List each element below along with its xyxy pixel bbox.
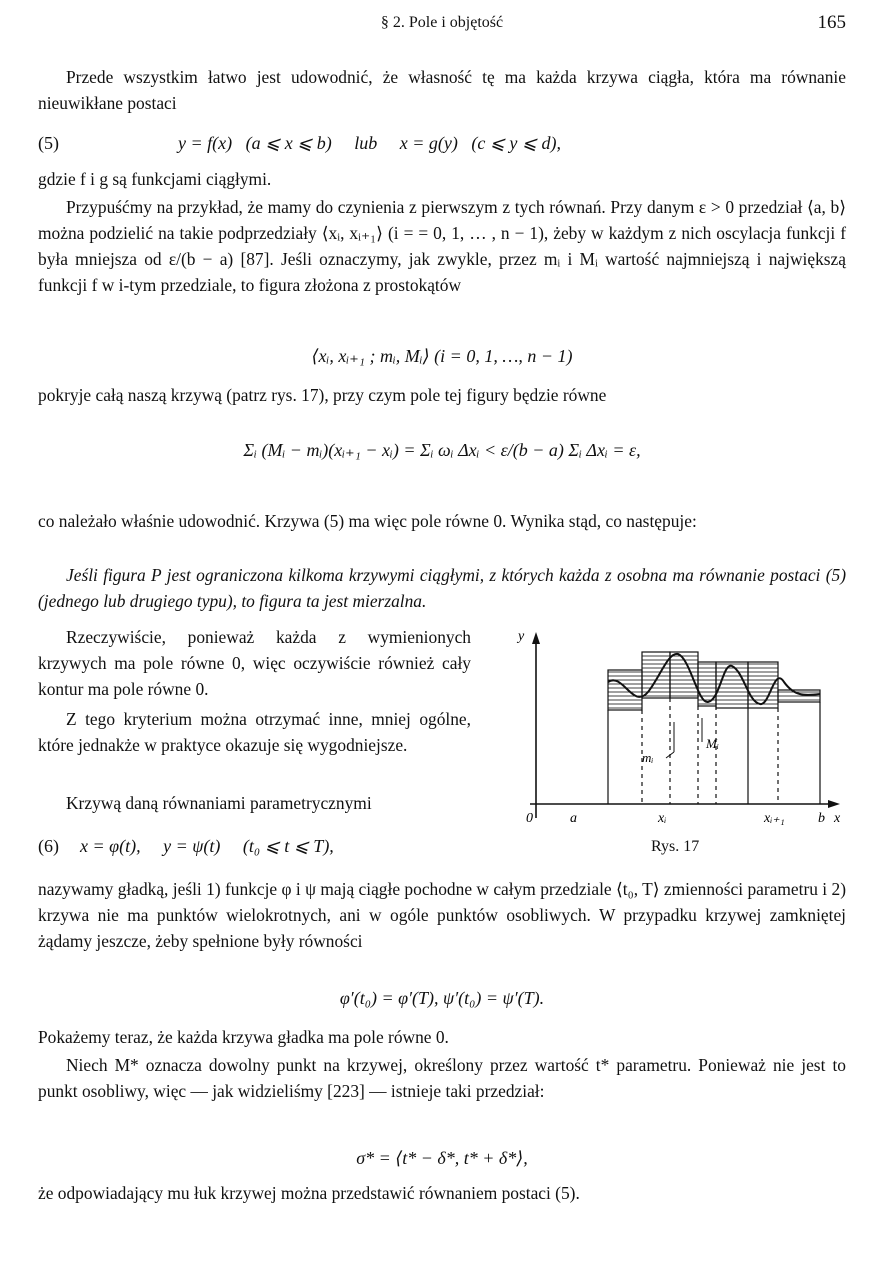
paragraph-final: że odpowiadający mu łuk krzywej można przedstawić równaniem postaci (5). <box>38 1183 580 1203</box>
label-mi: mᵢ <box>642 750 654 765</box>
paragraph-suppose: Przypuśćmy na przykład, że mamy do czynienia z pierwszym z tych równań. Przy danym ε > 0 przedział ⟨a, b⟩ można podzielić na takie podprzedziały ⟨xᵢ, xᵢ₊₁⟩ (i = = 0, 1, … , n − 1), żeby w każdym z nich oscylacja funkcji f była mniejsza od ε/(b − a) [87]. Jeśli oznaczymy, jak zwykle, przez mᵢ i Mᵢ wartość najmniejszą i największą funkcji f w i-tym przedziale, to figura złożona z prostokątów <box>38 197 846 295</box>
book-page <box>38 0 846 1263</box>
paragraph-intro: Przede wszystkim łatwo jest udowodnić, że własność tę ma każda krzywa ciągła, która ma równanie nieuwikłane postaci <box>38 67 846 113</box>
equation-6: x = φ(t), y = ψ(t) (t₀ ⩽ t ⩽ T), <box>80 836 334 856</box>
rectangles-diagram <box>508 622 846 872</box>
paragraph-smooth-def: nazywamy gładką, jeśli 1) funkcje φ i ψ mają ciągłe pochodne w całym przedziale ⟨t₀, T⟩ zmienności parametru i 2) krzywa nie ma punktów wielokrotnych, ani w ogóle punktów osobliwych. W przypadku krzywej zamkniętej żądamy jeszcze, żeby spełnione były równości <box>38 879 846 951</box>
eq6-label: (6) <box>38 836 59 856</box>
y-axis-arrow-icon <box>532 632 540 644</box>
label-x: x <box>834 811 841 826</box>
paragraph-criterion: Z tego kryterium można otrzymać inne, mniej ogólne, które jednakże w praktyce okazuje się wygodniejsze. <box>38 709 471 755</box>
rect-band-7 <box>778 690 820 702</box>
paragraph-functions: gdzie f i g są funkcjami ciągłymi. <box>38 169 272 189</box>
label-Mi: Mᵢ <box>706 736 719 751</box>
eq5-label: (5) <box>38 133 59 153</box>
formula-sum: Σᵢ (Mᵢ − mᵢ)(xᵢ₊₁ − xᵢ) = Σᵢ ωᵢ Δxᵢ < ε/(b − a) Σᵢ Δxᵢ = ε, <box>243 440 641 460</box>
paragraph-parametric: Krzywą daną równaniami parametrycznymi <box>66 793 372 813</box>
page-header <box>38 12 846 36</box>
paragraph-cover: pokryje całą naszą krzywą (patrz rys. 17), przy czym pole tej figury będzie równe <box>38 385 607 405</box>
formula-closed-curve: φ′(t₀) = φ′(T), ψ′(t₀) = ψ′(T). <box>339 988 545 1008</box>
paragraph-claim: Pokażemy teraz, że każda krzywa gładka ma pole równe 0. <box>38 1027 449 1047</box>
theorem-measurable: Jeśli figura P jest ograniczona kilkoma krzywymi ciągłymi, z których każda z osobna ma równanie postaci (5) (jednego lub drugiego typu), to figura ta jest mierzalna. <box>38 565 846 611</box>
figure-caption: Rys. 17 <box>651 838 700 855</box>
rect-band-1 <box>608 670 642 710</box>
rect-band-2 <box>642 652 670 698</box>
page-number: 165 <box>817 12 846 33</box>
lower-rectangles <box>608 698 820 804</box>
rectangles <box>608 652 820 710</box>
label-xi: xᵢ <box>658 811 667 826</box>
figure-17 <box>508 622 846 872</box>
label-origin: 0 <box>526 811 533 826</box>
running-head: § 2. Pole i objętość <box>380 14 504 31</box>
paragraph-point: Niech M* oznacza dowolny punkt na krzywej, określony przez wartość t* parametru. Ponieważ nie jest to punkt osobliwy, więc — jak widzieliśmy [223] — istnieje taki przedział: <box>38 1055 846 1101</box>
paragraph-proved: co należało właśnie udowodnić. Krzywa (5) ma więc pole równe 0. Wynika stąd, co następuje: <box>38 511 697 531</box>
x-axis-arrow-icon <box>828 800 840 808</box>
formula-sigma: σ* = ⟨t* − δ*, t* + δ*⟩, <box>356 1148 528 1168</box>
label-b: b <box>818 811 825 826</box>
label-xi1: xᵢ₊₁ <box>764 811 785 826</box>
formula-rectangles: ⟨xᵢ, xᵢ₊₁ ; mᵢ, Mᵢ⟩ (i = 0, 1, …, n − 1) <box>311 346 573 366</box>
equation-5: y = f(x) (a ⩽ x ⩽ b) lub x = g(y) (c ⩽ y ⩽ d), <box>178 133 562 153</box>
label-a: a <box>570 811 577 826</box>
label-y: y <box>518 629 525 644</box>
paragraph-indeed: Rzeczywiście, ponieważ każda z wymienionych krzywych ma pole równe 0, więc oczywiście również cały kontur ma pole równe 0. <box>38 627 471 699</box>
